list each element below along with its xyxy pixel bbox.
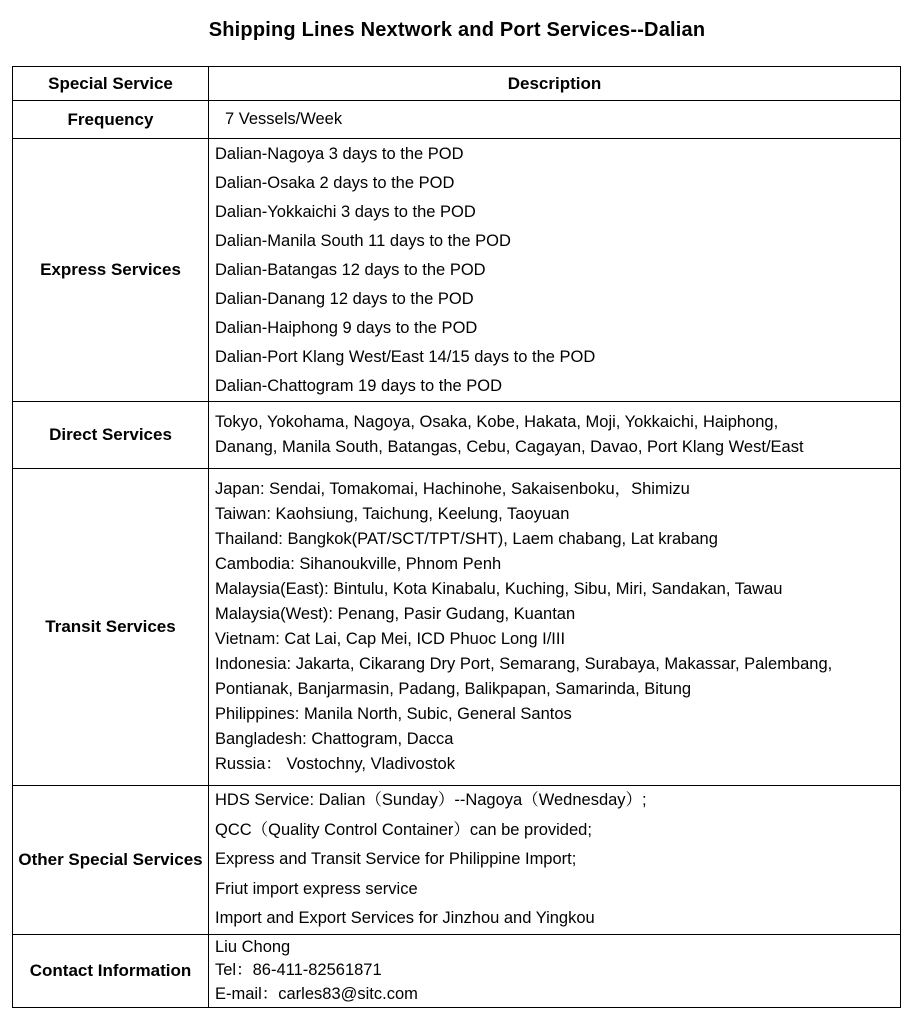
desc-line: Russia： Vostochny, Vladivostok <box>215 755 455 773</box>
desc-line: Bangladesh: Chattogram, Dacca <box>215 730 454 748</box>
desc-line: Japan: Sendai, Tomakomai, Hachinohe, Sakaisenboku，Shimizu <box>215 480 690 498</box>
header-special-service: Special Service <box>13 67 209 101</box>
desc-line: Dalian-Haiphong 9 days to the POD <box>215 318 478 337</box>
page-title: Shipping Lines Nextwork and Port Services--Dalian <box>208 19 706 41</box>
desc-line: HDS Service: Dalian（Sunday）--Nagoya（Wednesday）; <box>215 791 647 810</box>
desc-line: Cambodia: Sihanoukville, Phnom Penh <box>215 555 502 573</box>
row-label-transit: Transit Services <box>13 469 209 786</box>
desc-line: Import and Export Services for Jinzhou and Yingkou <box>215 909 595 928</box>
desc-line: Dalian-Nagoya 3 days to the POD <box>215 144 464 163</box>
table-header-row <box>13 67 901 101</box>
desc-line: Dalian-Manila South 11 days to the POD <box>215 231 511 250</box>
desc-line: Tokyo, Yokohama, Nagoya, Osaka, Kobe, Hakata, Moji, Yokkaichi, Haiphong, <box>215 413 779 431</box>
desc-line: Taiwan: Kaohsiung, Taichung, Keelung, Taoyuan <box>215 505 570 523</box>
table-row <box>13 402 901 469</box>
contact-email: E-mail：carles83@sitc.com <box>215 984 418 1003</box>
desc-line: Dalian-Chattogram 19 days to the POD <box>215 376 503 395</box>
desc-line: QCC（Quality Control Container）can be provided; <box>215 820 592 839</box>
desc-line: Philippines: Manila North, Subic, General Santos <box>215 705 572 723</box>
row-label-frequency: Frequency <box>13 101 209 139</box>
desc-line: Friut import express service <box>215 879 418 898</box>
desc-line: Malaysia(East): Bintulu, Kota Kinabalu, Kuching, Sibu, Miri, Sandakan, Tawau <box>215 580 783 598</box>
contact-name: Liu Chong <box>215 937 291 956</box>
desc-line: Danang, Manila South, Batangas, Cebu, Cagayan, Davao, Port Klang West/East <box>215 438 804 456</box>
row-desc-express <box>209 139 901 402</box>
table-row <box>13 786 901 935</box>
desc-line: Thailand: Bangkok(PAT/SCT/TPT/SHT), Laem chabang, Lat krabang <box>215 530 718 548</box>
row-label-direct: Direct Services <box>13 402 209 469</box>
table-row <box>13 935 901 1008</box>
desc-line: Dalian-Osaka 2 days to the POD <box>215 173 455 192</box>
table-row <box>13 469 901 786</box>
desc-line: Malaysia(West): Penang, Pasir Gudang, Kuantan <box>215 605 576 623</box>
row-desc-frequency <box>209 101 901 139</box>
row-desc-transit <box>209 469 901 786</box>
header-description: Description <box>209 67 901 101</box>
table-row <box>13 101 901 139</box>
contact-tel: Tel：86-411-82561871 <box>215 961 382 980</box>
row-desc-contact <box>209 935 901 1008</box>
row-label-contact: Contact Information <box>13 935 209 1008</box>
desc-line: Dalian-Port Klang West/East 14/15 days to the POD <box>215 347 596 366</box>
desc-line: Vietnam: Cat Lai, Cap Mei, ICD Phuoc Long I/III <box>215 630 566 648</box>
row-label-other: Other Special Services <box>13 786 209 935</box>
desc-line: Pontianak, Banjarmasin, Padang, Balikpapan, Samarinda, Bitung <box>215 680 692 698</box>
desc-line: Dalian-Yokkaichi 3 days to the POD <box>215 202 476 221</box>
desc-line: 7 Vessels/Week <box>225 110 343 128</box>
desc-line: Dalian-Batangas 12 days to the POD <box>215 260 486 279</box>
row-desc-direct <box>209 402 901 469</box>
services-table <box>12 66 901 1008</box>
desc-line: Dalian-Danang 12 days to the POD <box>215 289 474 308</box>
row-desc-other <box>209 786 901 935</box>
desc-line: Express and Transit Service for Philippine Import; <box>215 850 577 869</box>
row-label-express: Express Services <box>13 139 209 402</box>
table-row <box>13 139 901 402</box>
desc-line: Indonesia: Jakarta, Cikarang Dry Port, Semarang, Surabaya, Makassar, Palembang, <box>215 655 833 673</box>
